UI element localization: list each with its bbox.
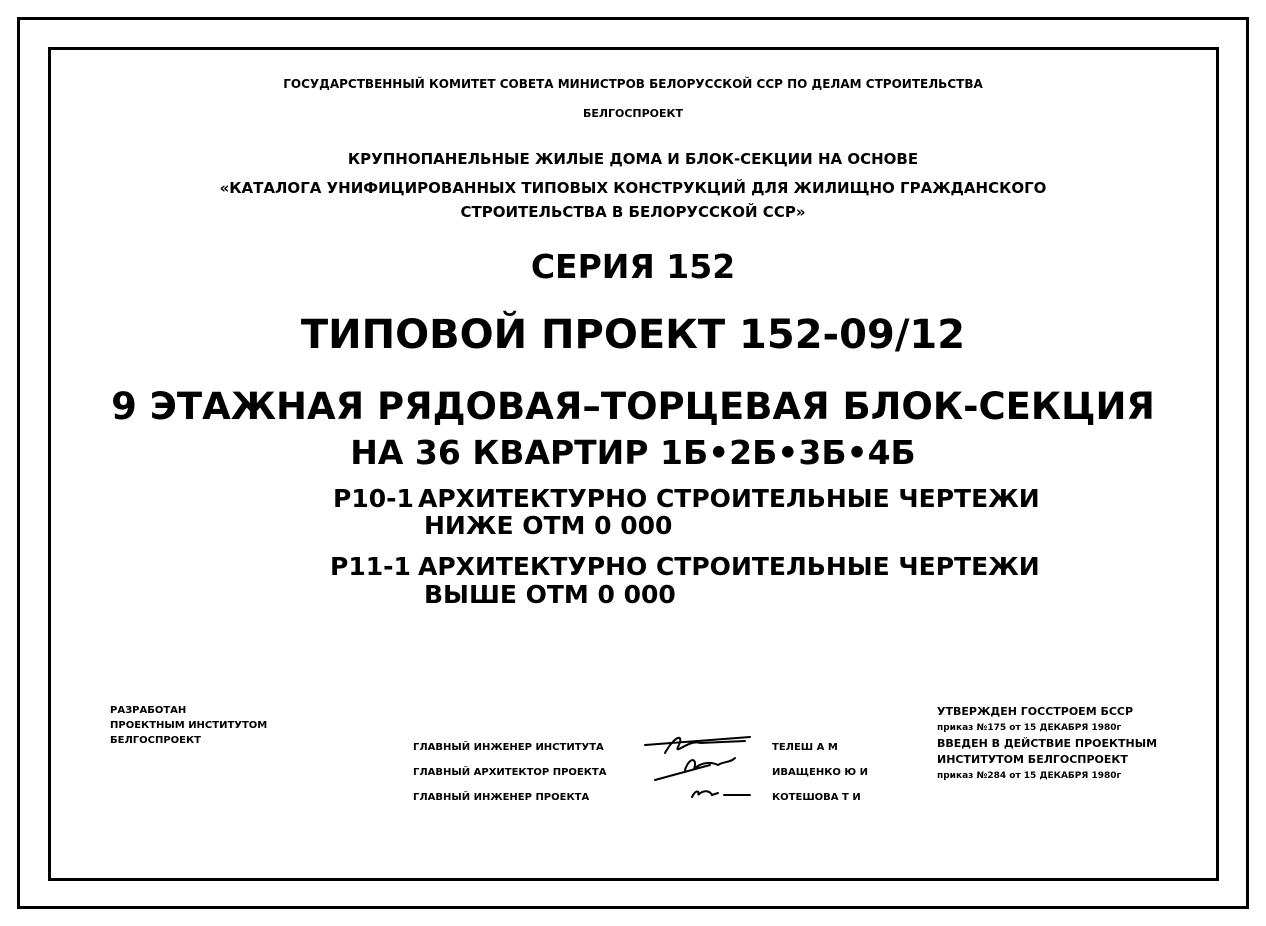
signature-3 xyxy=(692,791,750,797)
approval-line: ВВЕДЕН В ДЕЙСТВИЕ ПРОЕКТНЫМ xyxy=(937,737,1158,750)
signatures xyxy=(640,725,770,805)
approval-line: приказ №175 от 15 ДЕКАБРЯ 1980г xyxy=(937,723,1122,733)
section-code: Р10-1 xyxy=(333,484,414,513)
subtitle-line-2: «КАТАЛОГА УНИФИЦИРОВАННЫХ ТИПОВЫХ КОНСТРУКЦИЙ ДЛЯ ЖИЛИЩНО ГРАЖДАНСКОГО xyxy=(219,179,1047,197)
section-line-2: НИЖЕ ОТМ 0 000 xyxy=(424,511,673,540)
developer-line: БЕЛГОСПРОЕКТ xyxy=(110,735,201,746)
organization-name: БЕЛГОСПРОЕКТ xyxy=(582,107,684,120)
signatory-roles xyxy=(413,740,607,815)
signatory-name: ИВАЩЕНКО Ю И xyxy=(772,767,868,778)
section-line-2: ВЫШЕ ОТМ 0 000 xyxy=(424,580,676,609)
committee-heading: ГОСУДАРСТВЕННЫЙ КОМИТЕТ СОВЕТА МИНИСТРОВ БЕЛОРУССКОЙ ССР ПО ДЕЛАМ СТРОИТЕЛЬСТВА xyxy=(283,77,983,91)
signature-1 xyxy=(645,737,750,753)
section-title: 9 ЭТАЖНАЯ РЯДОВАЯ–ТОРЦЕВАЯ БЛОК-СЕКЦИЯ xyxy=(111,385,1155,428)
flats-title: НА 36 КВАРТИР 1Б•2Б•3Б•4Б xyxy=(350,433,916,472)
section-line-1: АРХИТЕКТУРНО СТРОИТЕЛЬНЫЕ ЧЕРТЕЖИ xyxy=(418,552,1040,581)
approval-line: ИНСТИТУТОМ БЕЛГОСПРОЕКТ xyxy=(937,753,1128,766)
approval-block xyxy=(937,704,1157,784)
signatory-role: ГЛАВНЫЙ ИНЖЕНЕР ИНСТИТУТА xyxy=(413,742,604,753)
signatory-role: ГЛАВНЫЙ ИНЖЕНЕР ПРОЕКТА xyxy=(413,792,590,803)
developer-line: ПРОЕКТНЫМ ИНСТИТУТОМ xyxy=(110,720,268,731)
subtitle-line-1: КРУПНОПАНЕЛЬНЫЕ ЖИЛЫЕ ДОМА И БЛОК-СЕКЦИИ НА ОСНОВЕ xyxy=(347,150,919,168)
project-title: ТИПОВОЙ ПРОЕКТ 152-09/12 xyxy=(300,312,966,358)
series-title: СЕРИЯ 152 xyxy=(530,247,736,286)
approval-line: приказ №284 от 15 ДЕКАБРЯ 1980г xyxy=(937,771,1122,781)
developer-block xyxy=(110,703,267,748)
approval-line: УТВЕРЖДЕН ГОССТРОЕМ БССР xyxy=(937,705,1134,718)
signature-2 xyxy=(655,758,735,780)
subtitle-line-3: СТРОИТЕЛЬСТВА В БЕЛОРУССКОЙ ССР» xyxy=(460,203,806,221)
section-line-1: АРХИТЕКТУРНО СТРОИТЕЛЬНЫЕ ЧЕРТЕЖИ xyxy=(418,484,1040,513)
developer-line: РАЗРАБОТАН xyxy=(110,705,187,716)
signatory-name: ТЕЛЕШ А М xyxy=(772,742,838,753)
section-code: Р11-1 xyxy=(330,552,411,581)
signatory-role: ГЛАВНЫЙ АРХИТЕКТОР ПРОЕКТА xyxy=(413,767,607,778)
signatory-names xyxy=(772,740,868,815)
signatory-name: КОТЕШОВА Т И xyxy=(772,792,861,803)
